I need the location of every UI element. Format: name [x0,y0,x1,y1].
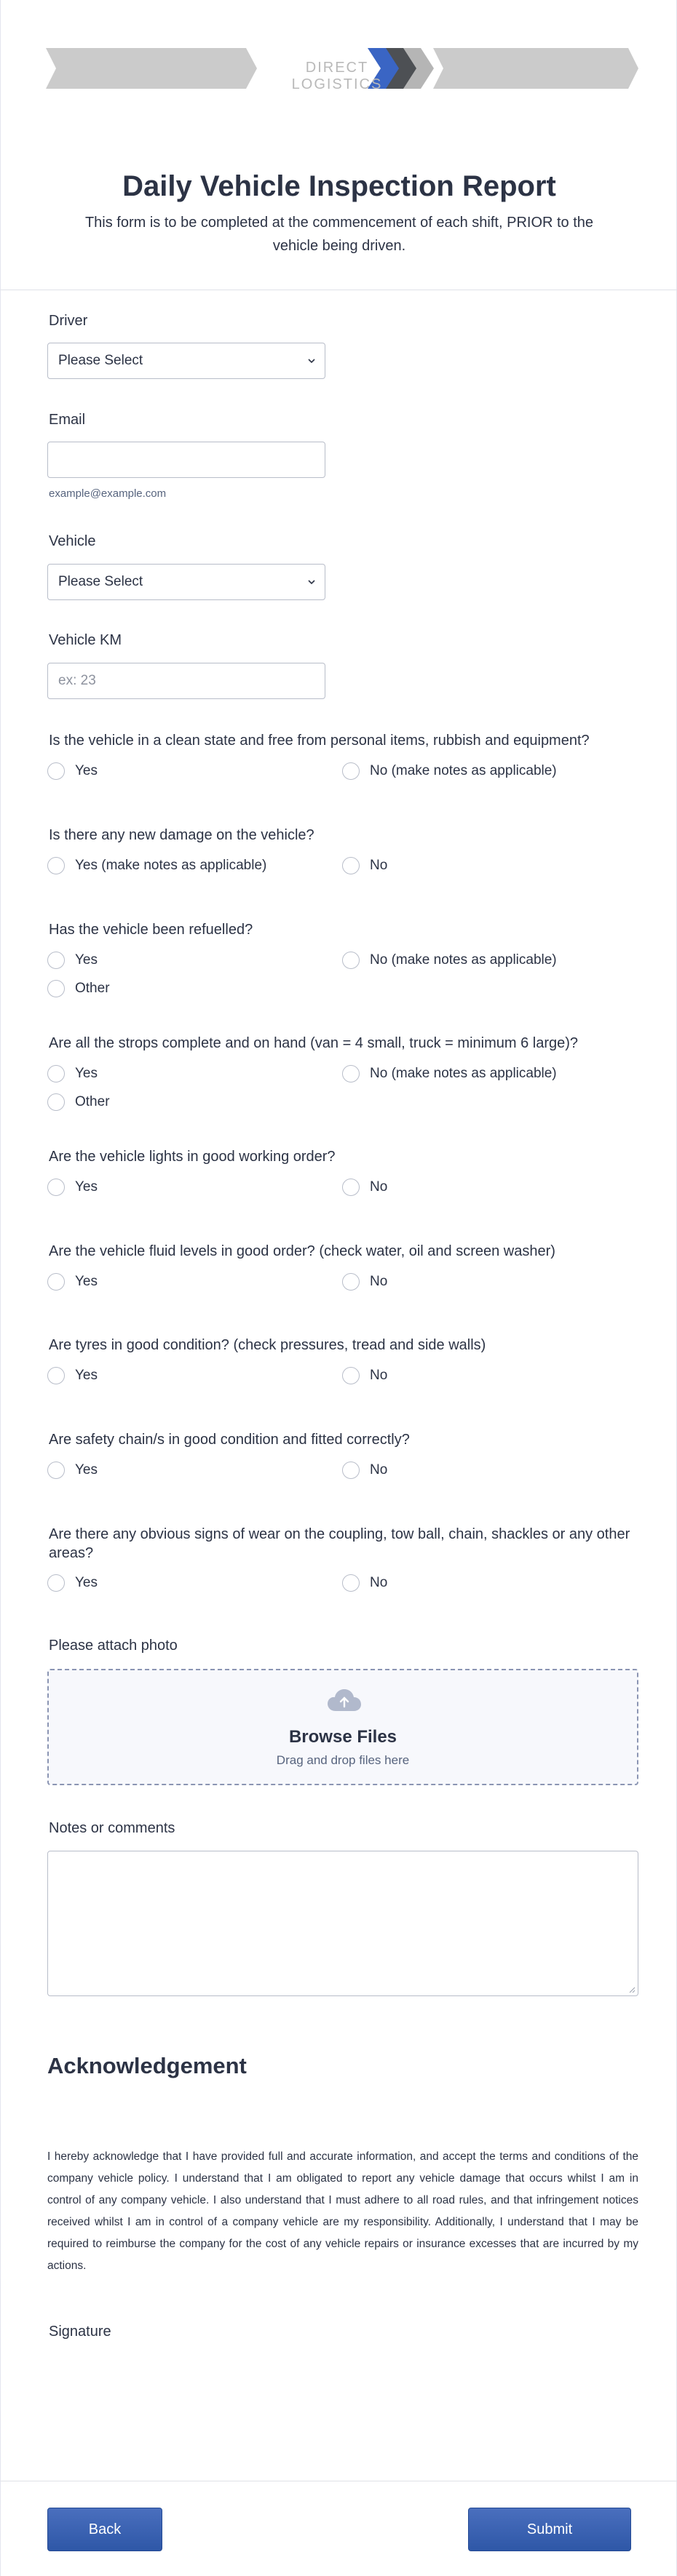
page-title: Daily Vehicle Inspection Report [122,170,556,202]
form-header [1,167,677,258]
option-strops-no[interactable] [342,1064,557,1084]
radio-button[interactable] [342,762,360,780]
radio-button[interactable] [47,1574,65,1592]
radio-button[interactable] [342,1179,360,1196]
radio-button[interactable] [342,857,360,874]
cloud-upload-icon [326,1686,363,1715]
option-clean-no[interactable] [342,761,557,781]
radio-button[interactable] [342,1367,360,1384]
option-label: No (make notes as applicable) [370,1066,557,1081]
option-label: No [370,1462,388,1478]
option-refuelled-no[interactable] [342,950,557,970]
question-strops: Are all the strops complete and on hand (van = 4 small, truck = minimum 6 large)? [49,1035,579,1051]
radio-button[interactable] [342,1065,360,1082]
vehicle-km-input[interactable] [47,663,325,699]
option-lights-yes[interactable] [47,1177,98,1197]
radio-button[interactable] [342,1462,360,1479]
radio-button[interactable] [47,952,65,969]
option-label: Yes [75,1462,98,1478]
brand-banner [46,48,638,92]
option-wear-yes[interactable] [47,1573,98,1593]
option-tyres-no[interactable] [342,1365,387,1386]
acknowledgement-text: I hereby acknowledge that I have provided full and accurate information, and accept the terms and conditions of the company vehicle policy. I understand that I am obligated to report any vehicle damage that occurs whilst I am in control of any company vehicle. I also understand that I must adhere to all road rules, and that infringement notices received whilst I am in control of a company vehicle are my responsibility. Additionally, I understand that I may be required to reimburse the company for the cost of any vehicle repairs or insurance excesses that are incurred by my actions. [47,2150,638,2272]
option-label: Yes (make notes as applicable) [75,858,267,873]
radio-button[interactable] [47,1462,65,1479]
page-subtitle: This form is to be completed at the commencement of each shift, PRIOR to the vehicle being driven. [84,215,594,254]
email-field[interactable] [47,442,325,478]
question-wear-signs: Are there any obvious signs of wear on the coupling, tow ball, chain, shackles or any other areas? [49,1526,630,1561]
signature-label: Signature [49,2324,111,2340]
back-button[interactable]: Back [47,2508,162,2551]
option-lights-no[interactable] [342,1177,387,1197]
option-strops-yes[interactable] [47,1064,98,1084]
option-label: Other [75,981,110,996]
vehicle-km-placeholder: ex: 23 [58,673,96,688]
question-safety-chains: Are safety chain/s in good condition and fitted correctly? [49,1432,410,1448]
question-new-damage: Is there any new damage on the vehicle? [49,827,314,843]
option-label: Yes [75,1274,98,1289]
chevron-down-icon [307,578,316,586]
option-label: No [370,1575,388,1590]
notes-label: Notes or comments [49,1820,175,1836]
option-fluids-no[interactable] [342,1272,387,1292]
option-label: No [370,1274,388,1289]
option-label: No (make notes as applicable) [370,952,557,968]
option-label: Yes [75,1066,98,1081]
email-label: Email [49,412,86,428]
vehicle-km-label: Vehicle KM [49,632,122,648]
submit-button[interactable]: Submit [468,2508,631,2551]
driver-select-value: Please Select [58,353,143,368]
question-clean-state: Is the vehicle in a clean state and free from personal items, rubbish and equipment? [49,733,590,749]
question-tyres: Are tyres in good condition? (check pressures, tread and side walls) [49,1337,486,1353]
option-label: No [370,858,388,873]
option-chains-no[interactable] [342,1460,387,1480]
question-lights: Are the vehicle lights in good working order? [49,1149,336,1165]
radio-button[interactable] [47,980,65,997]
option-label: Yes [75,763,98,778]
radio-button[interactable] [47,1093,65,1111]
option-strops-other[interactable] [47,1092,110,1112]
browse-files-text: Browse Files [288,1727,397,1747]
radio-button[interactable] [342,1574,360,1592]
radio-button[interactable] [47,857,65,874]
option-label: Yes [75,1368,98,1383]
radio-button[interactable] [47,1367,65,1384]
radio-button[interactable] [342,952,360,969]
brand-logo-text: DIRECT LOGISTICS [291,60,383,92]
option-label: No [370,1368,388,1383]
option-label: Yes [75,952,98,968]
radio-button[interactable] [47,1179,65,1196]
radio-button[interactable] [342,1273,360,1291]
question-refuelled: Has the vehicle been refuelled? [49,922,253,938]
drag-drop-text: Drag and drop files here [276,1753,410,1767]
option-damage-yes[interactable] [47,856,266,876]
option-label: Yes [75,1179,98,1195]
photo-upload-label: Please attach photo [49,1638,178,1654]
acknowledgement-heading: Acknowledgement [47,2053,247,2078]
file-upload-dropzone[interactable] [47,1669,638,1785]
radio-button[interactable] [47,762,65,780]
radio-button[interactable] [47,1273,65,1291]
option-label: Other [75,1094,110,1109]
vehicle-select-value: Please Select [58,574,143,589]
option-refuelled-yes[interactable] [47,950,98,970]
option-fluids-yes[interactable] [47,1272,98,1292]
vehicle-label: Vehicle [49,533,96,549]
signature-pad[interactable] [47,2351,638,2460]
option-label: Yes [75,1575,98,1590]
option-label: No (make notes as applicable) [370,763,557,778]
option-wear-no[interactable] [342,1573,387,1593]
chevron-down-icon [307,356,316,365]
question-fluids: Are the vehicle fluid levels in good order? (check water, oil and screen washer) [49,1243,555,1259]
option-chains-yes[interactable] [47,1460,98,1480]
driver-select[interactable] [47,343,325,379]
option-damage-no[interactable] [342,856,387,876]
radio-button[interactable] [47,1065,65,1082]
notes-textarea[interactable] [47,1851,638,1996]
option-refuelled-other[interactable] [47,978,110,999]
resize-grip-icon[interactable] [628,1986,636,1993]
email-sublabel: example@example.com [49,487,167,500]
vehicle-select[interactable] [47,564,325,600]
option-label: No [370,1179,388,1195]
option-clean-yes[interactable] [47,761,98,781]
driver-label: Driver [49,313,88,329]
option-tyres-yes[interactable] [47,1365,98,1386]
